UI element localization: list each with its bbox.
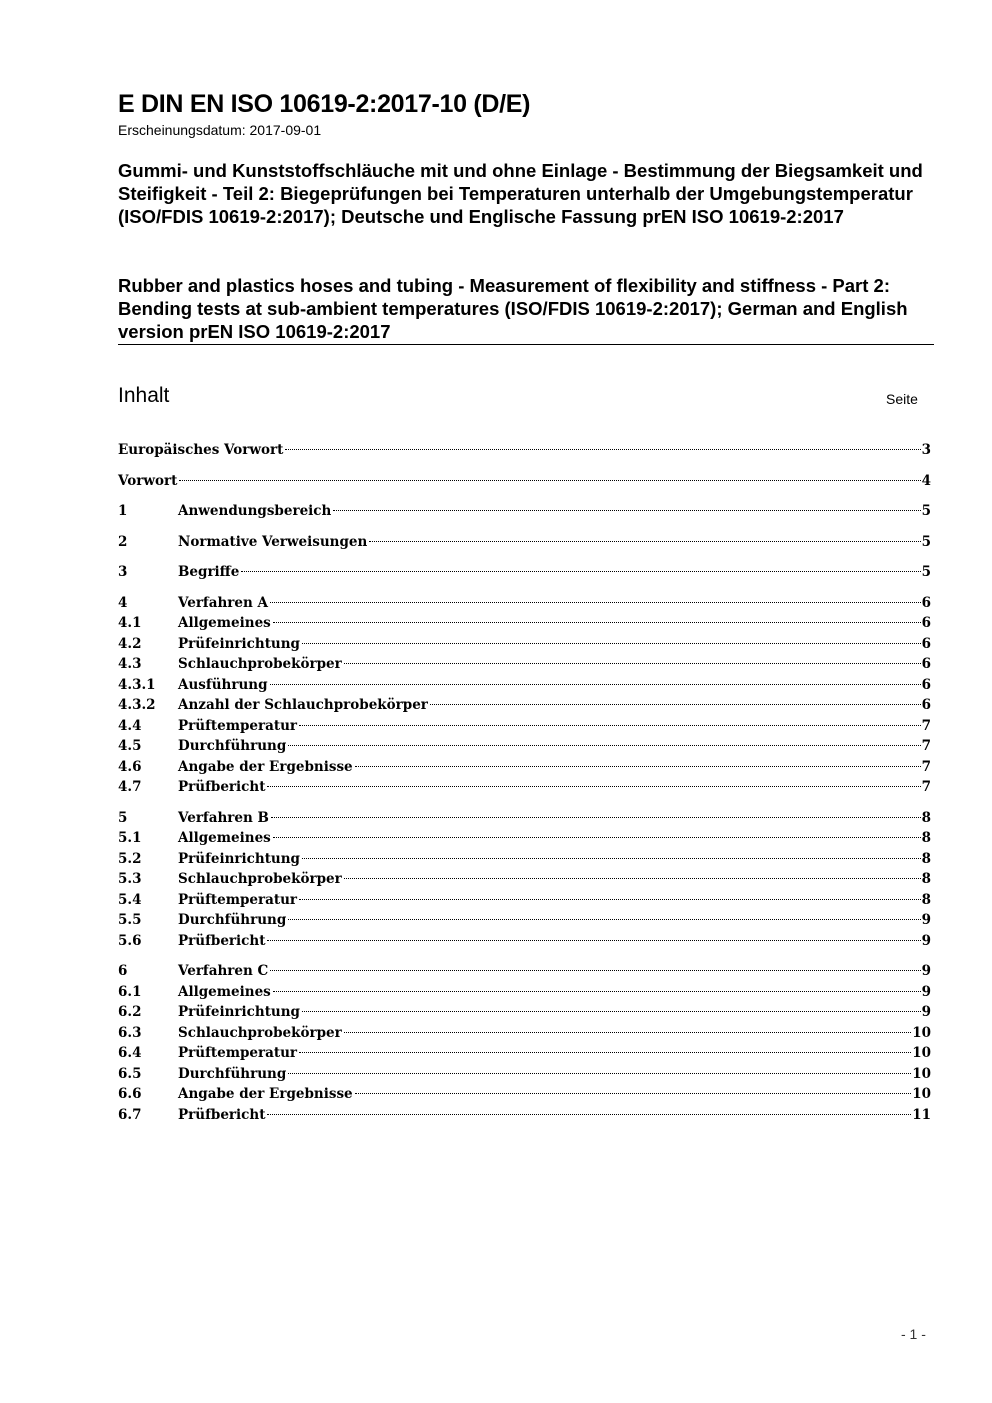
toc-entry-page: 9 (921, 983, 931, 1000)
toc-entry-title: Durchführung (178, 738, 287, 754)
toc-leader-dots (267, 1114, 911, 1115)
toc-entry-number: 4.1 (118, 615, 142, 631)
toc-entry-number: 5.6 (118, 932, 142, 949)
toc-entry-number: 4.7 (118, 779, 142, 795)
toc-entry-title: Vorwort (118, 472, 178, 489)
toc-entry-page: 5 (921, 503, 931, 519)
toc-entry-title: Allgemeines (178, 615, 271, 631)
toc-entry-page: 7 (921, 717, 931, 734)
toc-entry-number: 5.3 (118, 871, 142, 887)
toc-entry[interactable] (118, 695, 931, 716)
toc-entry-number: 6.2 (118, 1004, 142, 1020)
toc-leader-dots (302, 643, 921, 644)
toc-leader-dots (267, 786, 920, 787)
toc-leader-dots (302, 858, 921, 859)
toc-entry[interactable] (118, 593, 931, 614)
toc-entry-title: Prüfeinrichtung (178, 850, 301, 867)
toc-entry-title: Allgemeines (178, 983, 271, 1000)
toc-entry-number: 6.3 (118, 1024, 142, 1041)
toc-leader-dots (179, 480, 920, 481)
toc-entry-page: 7 (921, 738, 931, 754)
toc-entry-title: Verfahren C (178, 963, 269, 979)
toc-entry-page: 6 (921, 615, 931, 631)
toc-entry-page: 9 (921, 1004, 931, 1020)
title-english: Rubber and plastics hoses and tubing - Measurement of flexibility and stiffness - Part 2: Bending tests at sub-ambient temperatures (ISO/FDIS 10619-2:2017); German and English version prEN ISO 10619-2:2017 (118, 275, 908, 342)
toc-entry-page: 4 (921, 472, 931, 489)
toc-leader-dots (288, 919, 920, 920)
toc-entry-number: 1 (118, 503, 128, 519)
toc-leader-dots (355, 1093, 912, 1094)
toc-entry-title: Prüfeinrichtung (178, 1004, 301, 1020)
publication-date: Erscheinungsdatum: 2017-09-01 (118, 122, 322, 138)
toc-entry-page: 11 (912, 1106, 931, 1123)
toc-entry-number: 5.1 (118, 830, 142, 846)
toc-entry-page: 6 (921, 656, 931, 672)
toc-leader-dots (344, 1032, 911, 1033)
document-id: E DIN EN ISO 10619-2:2017-10 (D/E) (118, 90, 531, 118)
toc-leader-dots (299, 1052, 911, 1053)
toc-entry-title: Prüfbericht (178, 932, 266, 949)
toc-entry-page: 9 (921, 932, 931, 949)
toc-entry[interactable] (118, 613, 931, 634)
toc-leader-dots (273, 837, 921, 838)
toc-leader-dots (270, 970, 920, 971)
toc-entry-number: 4.6 (118, 758, 142, 775)
toc-leader-dots (430, 704, 921, 705)
toc-entry-page: 6 (921, 697, 931, 713)
toc-leader-dots (270, 684, 921, 685)
toc-leader-dots (333, 510, 920, 511)
table-of-contents (118, 440, 931, 1125)
toc-entry[interactable] (118, 982, 931, 1003)
toc-entry-title: Prüftemperatur (178, 1045, 298, 1061)
toc-leader-dots (344, 878, 921, 879)
toc-entry-title: Schlauchprobekörper (178, 871, 342, 887)
toc-leader-dots (267, 940, 920, 941)
toc-entry[interactable] (118, 654, 931, 675)
toc-entry-page: 6 (921, 635, 931, 652)
toc-entry-page: 8 (921, 871, 931, 887)
toc-entry-page: 9 (921, 963, 931, 979)
toc-leader-dots (302, 1011, 921, 1012)
toc-leader-dots (285, 449, 920, 450)
toc-leader-dots (344, 663, 921, 664)
toc-entry-page: 9 (921, 912, 931, 928)
toc-entry-page: 5 (921, 564, 931, 580)
title-german: Gummi- und Kunststoffschläuche mit und ohne Einlage - Bestimmung der Biegsamkeit und Steifigkeit - Teil 2: Biegeprüfungen bei Temperaturen unterhalb der Umgebungstemperatur (ISO/FDIS 10619-2:2017); Deutsche und Englische Fassung prEN ISO 10619-2:2017 (118, 160, 923, 227)
toc-entry[interactable] (118, 532, 931, 553)
toc-entry[interactable] (118, 675, 931, 696)
toc-entry-number: 6.5 (118, 1065, 142, 1082)
toc-entry[interactable] (118, 634, 931, 655)
toc-entry[interactable] (118, 1084, 931, 1105)
toc-leader-dots (271, 817, 921, 818)
toc-entry-page: 8 (921, 809, 931, 826)
toc-entry-title: Prüfeinrichtung (178, 635, 301, 652)
toc-entry[interactable] (118, 961, 931, 982)
toc-entry[interactable] (118, 890, 931, 911)
toc-entry[interactable] (118, 808, 931, 829)
toc-entry-number: 6 (118, 963, 128, 979)
toc-entry-title: Europäisches Vorwort (118, 442, 284, 458)
toc-entry-number: 6.4 (118, 1045, 142, 1061)
toc-leader-dots (270, 602, 921, 603)
toc-entry-number: 2 (118, 533, 128, 550)
toc-entry-number: 4.2 (118, 635, 142, 652)
toc-entry-page: 3 (921, 442, 931, 458)
toc-entry[interactable] (118, 736, 931, 757)
toc-entry-number: 3 (118, 564, 128, 580)
toc-entry-page: 10 (912, 1086, 931, 1102)
toc-entry-title: Schlauchprobekörper (178, 1024, 342, 1041)
toc-entry[interactable] (118, 501, 931, 522)
toc-leader-dots (241, 571, 920, 572)
toc-entry[interactable] (118, 1002, 931, 1023)
toc-entry-title: Prüfbericht (178, 779, 266, 795)
toc-entry-title: Durchführung (178, 912, 287, 928)
footer-page-number: - 1 - (901, 1326, 926, 1342)
toc-entry-number: 6.6 (118, 1086, 142, 1102)
toc-entry[interactable] (118, 716, 931, 737)
toc-entry-title: Angabe der Ergebnisse (178, 1086, 353, 1102)
toc-leader-dots (299, 899, 921, 900)
toc-entry-page: 8 (921, 830, 931, 846)
toc-entry-page: 8 (921, 891, 931, 908)
toc-entry-page: 6 (921, 594, 931, 611)
toc-leader-dots (288, 1073, 911, 1074)
toc-entry-number: 4.3.2 (118, 697, 156, 713)
toc-entry-title: Anzahl der Schlauchprobekörper (178, 697, 428, 713)
toc-entry-number: 5 (118, 809, 128, 826)
toc-entry-page: 8 (921, 850, 931, 867)
toc-entry-title: Angabe der Ergebnisse (178, 758, 353, 775)
toc-entry[interactable] (118, 910, 931, 931)
toc-entry-page: 10 (912, 1024, 931, 1041)
toc-entry-title: Begriffe (178, 564, 240, 580)
toc-entry[interactable] (118, 869, 931, 890)
toc-entry[interactable] (118, 471, 931, 492)
toc-entry-page: 10 (912, 1065, 931, 1082)
title-divider (118, 344, 934, 345)
toc-page-label: Seite (886, 391, 918, 407)
toc-entry-number: 6.1 (118, 983, 142, 1000)
toc-entry-title: Verfahren B (178, 809, 269, 826)
toc-entry-number: 4 (118, 594, 128, 611)
toc-leader-dots (355, 766, 921, 767)
toc-entry[interactable] (118, 828, 931, 849)
toc-entry[interactable] (118, 777, 931, 798)
toc-heading: Inhalt (118, 384, 170, 407)
toc-entry[interactable] (118, 440, 931, 461)
toc-leader-dots (369, 541, 920, 542)
toc-entry-number: 5.2 (118, 850, 142, 867)
toc-entry[interactable] (118, 1064, 931, 1085)
toc-entry-number: 4.5 (118, 738, 142, 754)
toc-entry-number: 5.5 (118, 912, 142, 928)
toc-entry[interactable] (118, 849, 931, 870)
toc-leader-dots (273, 622, 921, 623)
toc-leader-dots (273, 991, 921, 992)
toc-entry-number: 4.3 (118, 656, 142, 672)
toc-entry-title: Anwendungsbereich (178, 503, 332, 519)
toc-entry[interactable] (118, 1105, 931, 1126)
toc-entry-title: Allgemeines (178, 830, 271, 846)
toc-entry-page: 5 (921, 533, 931, 550)
toc-entry[interactable] (118, 562, 931, 583)
toc-leader-dots (299, 725, 921, 726)
toc-entry-title: Prüftemperatur (178, 717, 298, 734)
toc-entry-title: Prüftemperatur (178, 891, 298, 908)
toc-entry-title: Durchführung (178, 1065, 287, 1082)
toc-entry-number: 6.7 (118, 1106, 142, 1123)
toc-entry-number: 5.4 (118, 891, 142, 908)
toc-entry-number: 4.3.1 (118, 676, 156, 693)
toc-entry[interactable] (118, 931, 931, 952)
toc-entry-title: Normative Verweisungen (178, 533, 368, 550)
toc-entry[interactable] (118, 1023, 931, 1044)
toc-entry[interactable] (118, 757, 931, 778)
toc-entry[interactable] (118, 1043, 931, 1064)
toc-entry-title: Verfahren A (178, 594, 268, 611)
toc-entry-page: 7 (921, 779, 931, 795)
toc-entry-page: 10 (912, 1045, 931, 1061)
toc-entry-title: Schlauchprobekörper (178, 656, 342, 672)
toc-entry-number: 4.4 (118, 717, 142, 734)
toc-entry-page: 7 (921, 758, 931, 775)
toc-entry-title: Ausführung (178, 676, 268, 693)
toc-entry-title: Prüfbericht (178, 1106, 266, 1123)
toc-entry-page: 6 (921, 676, 931, 693)
toc-leader-dots (288, 745, 920, 746)
